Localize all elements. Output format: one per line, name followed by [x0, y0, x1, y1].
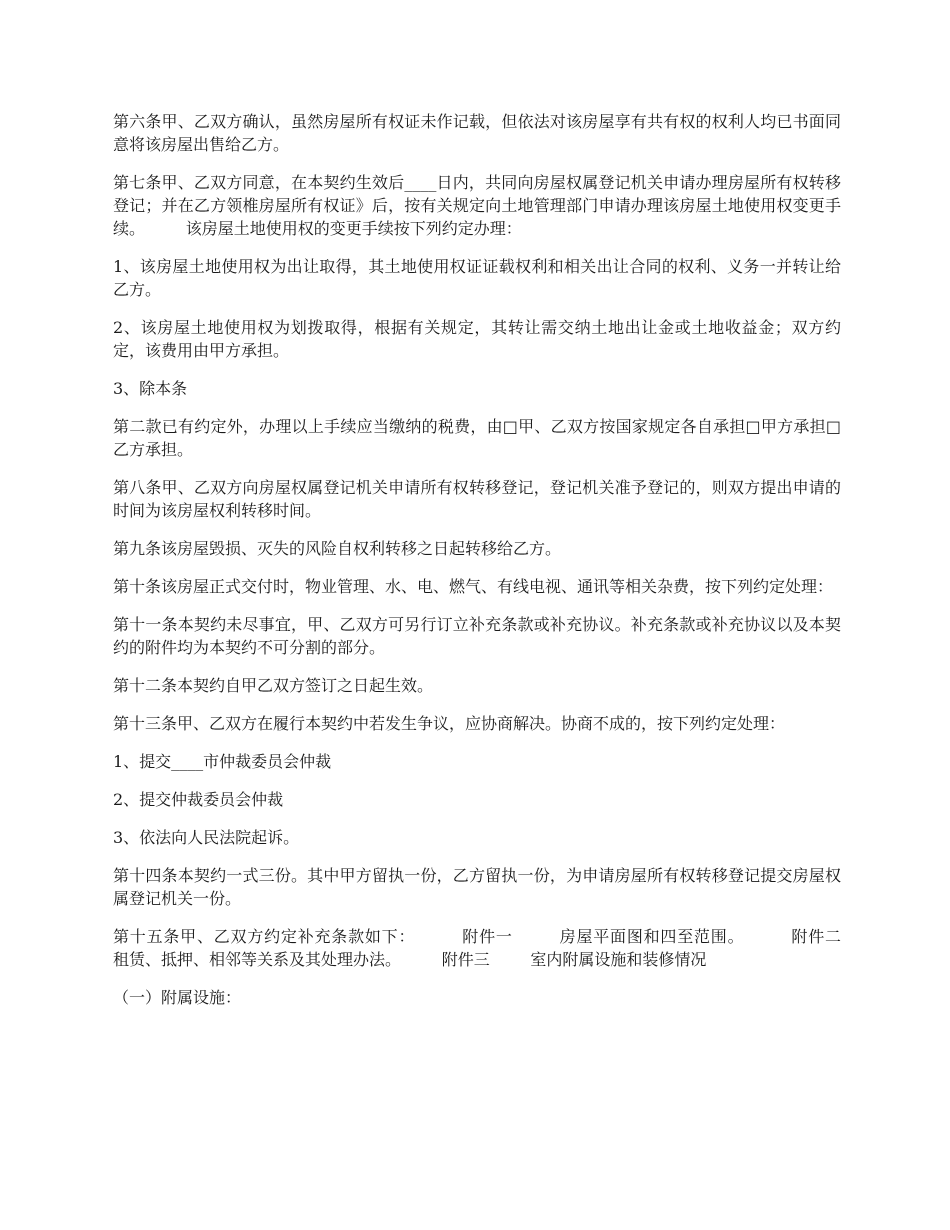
paragraph-article-9: 第九条该房屋毁损、灭失的风险自权利转移之日起转移给乙方。	[113, 539, 562, 558]
paragraph-article-12: 第十二条本契约自甲乙双方签订之日起生效。	[113, 676, 434, 695]
paragraph-article-10: 第十条该房屋正式交付时，物业管理、水、电、燃气、有线电视、通讯等相关杂费，按下列约定处理：	[113, 577, 834, 596]
paragraph-article-11: 第十一条本契约未尽事宜，甲、乙双方可另行订立补充条款或补充协议。补充条款或补充协议以及本契约的附件均为本契约不可分割的部分。	[113, 615, 841, 657]
paragraph-dispute-option-3: 3、依法向人民法院起诉。	[113, 828, 300, 847]
paragraph-dispute-option-1: 1、提交____市仲裁委员会仲裁	[113, 752, 332, 771]
paragraph-dispute-option-2: 2、提交仲裁委员会仲裁	[113, 790, 284, 809]
paragraph-item-2: 2、该房屋土地使用权为划拨取得，根据有关规定，其转让需交纳土地出让金或土地收益金；双方约定，该费用由甲方承担。	[113, 318, 841, 360]
paragraph-clause-2: 第二款已有约定外，办理以上手续应当缴纳的税费，由□甲、乙双方按国家规定各自承担□甲方承担□乙方承担。	[113, 417, 841, 459]
paragraph-article-6: 第六条甲、乙双方确认，虽然房屋所有权证未作记载，但依法对该房屋享有共有权的权利人均已书面同意将该房屋出售给乙方。	[113, 112, 841, 154]
paragraph-attached-facilities: （一）附属设施：	[113, 988, 242, 1007]
paragraph-article-15: 第十五条甲、乙双方约定补充条款如下： 附件一 房屋平面图和四至范围。 附件二 租赁、抵押、相邻等关系及其处理办法。 附件三 室内附属设施和装修情况	[113, 927, 882, 969]
paragraph-article-13: 第十三条甲、乙双方在履行本契约中若发生争议，应协商解决。协商不成的，按下列约定处理：	[113, 714, 786, 733]
paragraph-article-8: 第八条甲、乙双方向房屋权属登记机关申请所有权转移登记，登记机关准予登记的，则双方提出申请的时间为该房屋权利转移时间。	[113, 478, 841, 520]
paragraph-item-3: 3、除本条	[113, 379, 188, 398]
document-body	[113, 110, 882, 1024]
paragraph-article-7: 第七条甲、乙双方同意，在本契约生效后____日内，共同向房屋权属登记机关申请办理房屋所有权转移登记；并在乙方领椎房屋所有权证》后，按有关规定向土地管理部门申请办理该房屋土地使用权变更手续。 该房屋土地使用权的变更手续按下列约定办理：	[113, 173, 841, 238]
paragraph-item-1: 1、该房屋土地使用权为出让取得，其土地使用权证证载权利和相关出让合同的权利、义务一并转让给乙方。	[113, 257, 841, 299]
paragraph-article-14: 第十四条本契约一式三份。其中甲方留执一份，乙方留执一份，为申请房屋所有权转移登记提交房屋权属登记机关一份。	[113, 866, 841, 908]
